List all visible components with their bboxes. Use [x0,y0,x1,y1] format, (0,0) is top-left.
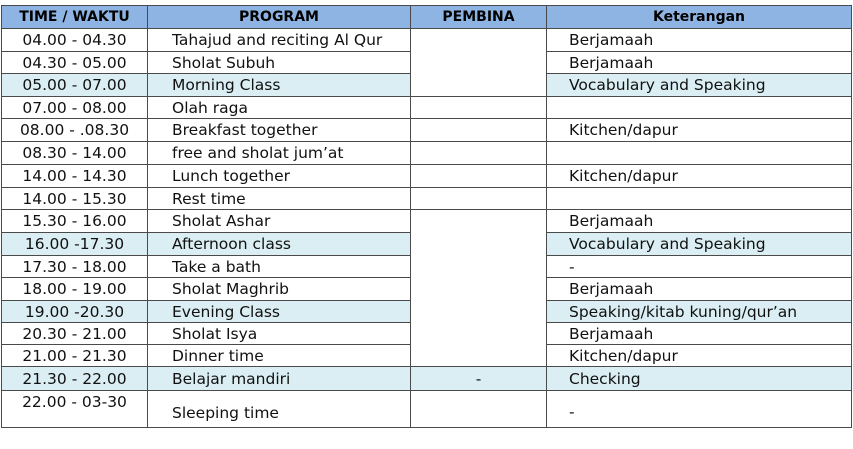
table-row [2,165,852,188]
program-cell: Sholat Isya [148,323,411,345]
program-cell: Breakfast together [148,119,411,142]
table-row [2,119,852,142]
time-cell: 05.00 - 07.00 [2,74,148,97]
keterangan-cell: - [547,256,852,278]
header-row [2,6,852,29]
table-row [2,142,852,165]
keterangan-cell [547,188,852,210]
program-cell: Sholat Ashar [148,210,411,233]
pembina-cell: - [411,367,547,391]
time-cell: 17.30 - 18.00 [2,256,148,278]
pembina-cell [411,210,547,367]
program-cell: Rest time [148,188,411,210]
keterangan-cell: Berjamaah [547,210,852,233]
pembina-cell [411,119,547,142]
program-cell: free and sholat jum’at [148,142,411,165]
table-row [2,367,852,391]
table-row [2,210,852,233]
time-cell: 07.00 - 08.00 [2,97,148,119]
program-cell: Tahajud and reciting Al Qur [148,29,411,52]
program-cell: Dinner time [148,345,411,367]
header-pembina: PEMBINA [411,6,547,29]
schedule-table [1,5,852,428]
keterangan-cell: Berjamaah [547,29,852,52]
keterangan-cell: Kitchen/dapur [547,165,852,188]
program-cell: Sleeping time [148,391,411,428]
keterangan-cell: Checking [547,367,852,391]
pembina-cell [411,391,547,428]
header-program: PROGRAM [148,6,411,29]
pembina-cell [411,97,547,119]
keterangan-cell: Vocabulary and Speaking [547,74,852,97]
keterangan-cell: Berjamaah [547,323,852,345]
time-cell: 04.00 - 04.30 [2,29,148,52]
keterangan-cell: Berjamaah [547,52,852,74]
program-cell: Evening Class [148,301,411,323]
time-cell: 21.30 - 22.00 [2,367,148,391]
time-cell: 22.00 - 03-30 [2,391,148,428]
keterangan-cell: Kitchen/dapur [547,119,852,142]
time-cell: 16.00 -17.30 [2,233,148,256]
time-cell: 15.30 - 16.00 [2,210,148,233]
time-cell: 20.30 - 21.00 [2,323,148,345]
program-cell: Take a bath [148,256,411,278]
program-cell: Sholat Subuh [148,52,411,74]
time-cell: 19.00 -20.30 [2,301,148,323]
program-cell: Belajar mandiri [148,367,411,391]
program-cell: Afternoon class [148,233,411,256]
program-cell: Olah raga [148,97,411,119]
table-row [2,188,852,210]
keterangan-cell [547,97,852,119]
program-cell: Morning Class [148,74,411,97]
time-cell: 04.30 - 05.00 [2,52,148,74]
header-time: TIME / WAKTU [2,6,148,29]
keterangan-cell: Vocabulary and Speaking [547,233,852,256]
pembina-cell [411,29,547,97]
keterangan-cell: Speaking/kitab kuning/qur’an [547,301,852,323]
header-keterangan: Keterangan [547,6,852,29]
keterangan-cell: - [547,391,852,428]
table-row [2,391,852,428]
time-cell: 14.00 - 15.30 [2,188,148,210]
keterangan-cell: Kitchen/dapur [547,345,852,367]
time-cell: 08.30 - 14.00 [2,142,148,165]
keterangan-cell [547,142,852,165]
time-cell: 21.00 - 21.30 [2,345,148,367]
program-cell: Sholat Maghrib [148,278,411,301]
table-row [2,29,852,52]
time-cell: 08.00 - .08.30 [2,119,148,142]
pembina-cell [411,142,547,165]
keterangan-cell: Berjamaah [547,278,852,301]
pembina-cell [411,188,547,210]
program-cell: Lunch together [148,165,411,188]
pembina-cell [411,165,547,188]
time-cell: 14.00 - 14.30 [2,165,148,188]
time-cell: 18.00 - 19.00 [2,278,148,301]
table-row [2,97,852,119]
